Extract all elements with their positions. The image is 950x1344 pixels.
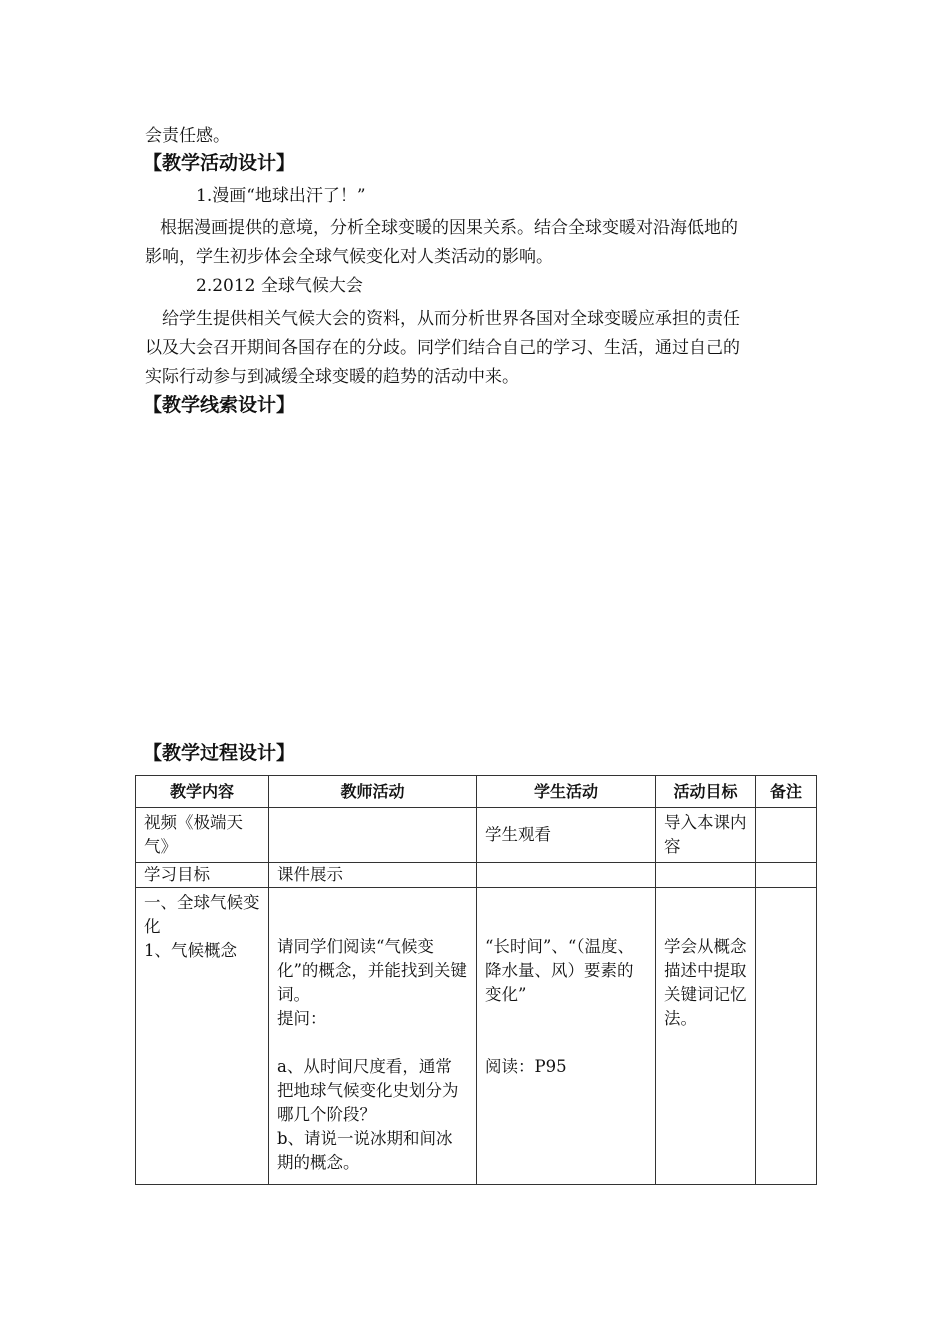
paragraph-line: 实际行动参与到减缓全球变暖的趋势的活动中来。 xyxy=(145,367,519,387)
student-text: “长时间”、“（温度、降水量、风）要素的变化” xyxy=(485,937,635,1004)
cell-note xyxy=(756,808,817,863)
student-text: 阅读：P95 xyxy=(485,1057,567,1076)
column-header: 教学内容 xyxy=(136,776,269,808)
table-row xyxy=(136,808,817,863)
cell-content: 视频《极端天气》 xyxy=(136,808,269,863)
column-header: 学生活动 xyxy=(477,776,656,808)
cell-student xyxy=(477,888,656,1185)
column-header: 备注 xyxy=(756,776,817,808)
cell-student xyxy=(477,863,656,888)
activity-item-1: 1.漫画“地球出汗了！” xyxy=(196,186,366,206)
paragraph-line: 根据漫画提供的意境，分析全球变暖的因果关系。结合全球变暖对沿海低地的 xyxy=(160,218,738,238)
cell-teacher xyxy=(269,808,477,863)
paragraph-line: 给学生提供相关气候大会的资料，从而分析世界各国对全球变暖应承担的责任 xyxy=(162,309,740,329)
teacher-text: b、请说一说冰期和间冰期的概念。 xyxy=(277,1129,453,1172)
activity-item-2: 2.2012 全球气候大会 xyxy=(196,276,363,296)
lesson-process-table xyxy=(135,775,817,1185)
section-heading-activity: 【教学活动设计】 xyxy=(143,152,296,174)
section-heading-process: 【教学过程设计】 xyxy=(143,742,296,764)
teacher-text: a、从时间尺度看，通常把地球气候变化史划分为哪几个阶段？ xyxy=(277,1057,459,1124)
cell-goal xyxy=(656,888,756,1185)
cell-teacher: 课件展示 xyxy=(269,863,477,888)
teacher-text: 请同学们阅读“气候变化”的概念，并能找到关键词。 xyxy=(277,937,467,1004)
table-row xyxy=(136,863,817,888)
cell-teacher xyxy=(269,888,477,1185)
paragraph-line: 以及大会召开期间各国存在的分歧。同学们结合自己的学习、生活，通过自己的 xyxy=(145,338,740,358)
content-line: 一、全球气候变 xyxy=(144,893,260,912)
content-line: 1、气候概念 xyxy=(144,941,237,960)
section-heading-clue: 【教学线索设计】 xyxy=(143,394,296,416)
cell-goal xyxy=(656,863,756,888)
text-line: 会责任感。 xyxy=(145,126,230,146)
table-header-row xyxy=(136,776,817,808)
cell-note xyxy=(756,888,817,1185)
content-line: 化 xyxy=(144,917,161,936)
column-header: 活动目标 xyxy=(656,776,756,808)
cell-student: 学生观看 xyxy=(477,808,656,863)
table-row xyxy=(136,888,817,1185)
goal-text: 学会从概念描述中提取关键词记忆法。 xyxy=(664,937,747,1028)
teacher-text: 提问： xyxy=(277,1009,327,1028)
cell-content: 学习目标 xyxy=(136,863,269,888)
cell-goal: 导入本课内容 xyxy=(656,808,756,863)
cell-content xyxy=(136,888,269,1185)
paragraph-line: 影响，学生初步体会全球气候变化对人类活动的影响。 xyxy=(145,247,553,267)
cell-note xyxy=(756,863,817,888)
column-header: 教师活动 xyxy=(269,776,477,808)
